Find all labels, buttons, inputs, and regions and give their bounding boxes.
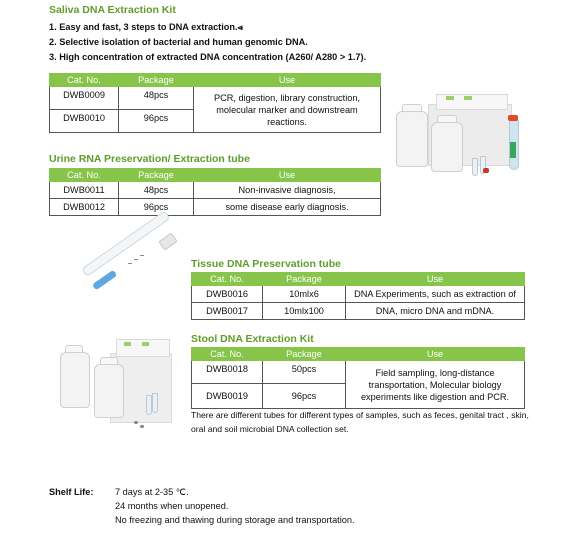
table-row bbox=[50, 87, 381, 110]
col-header-cat: Cat. No. bbox=[192, 348, 263, 361]
use-text-line-1: Non-invasive diagnosis, bbox=[238, 185, 336, 195]
col-header-cat: Cat. No. bbox=[192, 273, 263, 286]
table-header-row bbox=[50, 74, 381, 87]
shelf-life-line-2: 24 months when unopened. bbox=[115, 501, 229, 511]
col-header-cat: Cat. No. bbox=[50, 74, 119, 87]
package: 48pcs bbox=[143, 90, 169, 100]
shelf-life-line-3: No freezing and thawing during storage and transportation. bbox=[115, 515, 355, 525]
shelf-life-line-1: 7 days at 2-35 ℃. bbox=[115, 487, 189, 497]
table-header-row bbox=[192, 273, 525, 286]
col-header-cat: Cat. No. bbox=[50, 169, 119, 182]
package: 10mlx100 bbox=[284, 306, 324, 316]
col-header-package: Package bbox=[119, 169, 194, 182]
urine-table bbox=[49, 168, 381, 216]
col-header-package: Package bbox=[119, 74, 194, 87]
cat-no: DWB0019 bbox=[206, 391, 248, 401]
saliva-kit-image bbox=[388, 82, 538, 190]
table-row bbox=[50, 182, 381, 199]
saliva-feature-2: 2. Selective isolation of bacterial and human genomic DNA. bbox=[49, 37, 308, 47]
use-text: PCR, digestion, library construction, molecular marker and downstream reactions. bbox=[213, 92, 361, 127]
cat-no: DWB0011 bbox=[63, 185, 105, 195]
package: 48pcs bbox=[143, 185, 169, 195]
cat-no: DWB0017 bbox=[206, 306, 248, 316]
use-text-line-2: some disease early diagnosis. bbox=[225, 202, 349, 212]
saliva-feature-3: 3. High concentration of extracted DNA concentration (A260/ A280 > 1.7). bbox=[49, 52, 367, 62]
stool-title: Stool DNA Extraction Kit bbox=[191, 333, 314, 345]
tissue-table bbox=[191, 272, 525, 320]
col-header-use: Use bbox=[346, 348, 525, 361]
cat-no: DWB0010 bbox=[63, 113, 105, 123]
table-row bbox=[192, 303, 525, 320]
cat-no: DWB0009 bbox=[63, 90, 105, 100]
saliva-table bbox=[49, 73, 381, 133]
stool-note: There are different tubes for different types of samples, such as feces, genital tract , skin, oral and soil microbial DNA collection set. bbox=[191, 410, 529, 434]
use-text-line-2: DNA, micro DNA and mDNA. bbox=[375, 306, 495, 316]
tissue-title: Tissue DNA Preservation tube bbox=[191, 258, 341, 270]
saliva-feature-1: 1. Easy and fast, 3 steps to DNA extraction.⩹ bbox=[49, 22, 243, 32]
stool-table bbox=[191, 347, 525, 409]
col-header-use: Use bbox=[346, 273, 525, 286]
use-text: Field sampling, long-distance transportation, Molecular biology experiments like digestion and PCR. bbox=[360, 367, 510, 402]
package: 96pcs bbox=[143, 113, 169, 123]
col-header-use: Use bbox=[194, 169, 381, 182]
cat-no: DWB0018 bbox=[206, 364, 248, 374]
col-header-package: Package bbox=[263, 273, 346, 286]
col-header-package: Package bbox=[263, 348, 346, 361]
cat-no: DWB0012 bbox=[63, 202, 105, 212]
table-header-row bbox=[192, 348, 525, 361]
table-row bbox=[192, 286, 525, 303]
stool-kit-image bbox=[58, 333, 188, 443]
table-header-row bbox=[50, 169, 381, 182]
tissue-tube-image bbox=[76, 232, 186, 312]
urine-title: Urine RNA Preservation/ Extraction tube bbox=[49, 153, 250, 165]
saliva-title: Saliva DNA Extraction Kit bbox=[49, 4, 176, 16]
shelf-life-label: Shelf Life: bbox=[49, 487, 94, 497]
table-row bbox=[50, 199, 381, 216]
package: 10mlx6 bbox=[289, 289, 319, 299]
package: 96pcs bbox=[291, 391, 317, 401]
package: 96pcs bbox=[143, 202, 169, 212]
package: 50pcs bbox=[291, 364, 317, 374]
cat-no: DWB0016 bbox=[206, 289, 248, 299]
table-row bbox=[192, 361, 525, 384]
col-header-use: Use bbox=[194, 74, 381, 87]
use-text-line-1: DNA Experiments, such as extraction of bbox=[354, 289, 516, 299]
